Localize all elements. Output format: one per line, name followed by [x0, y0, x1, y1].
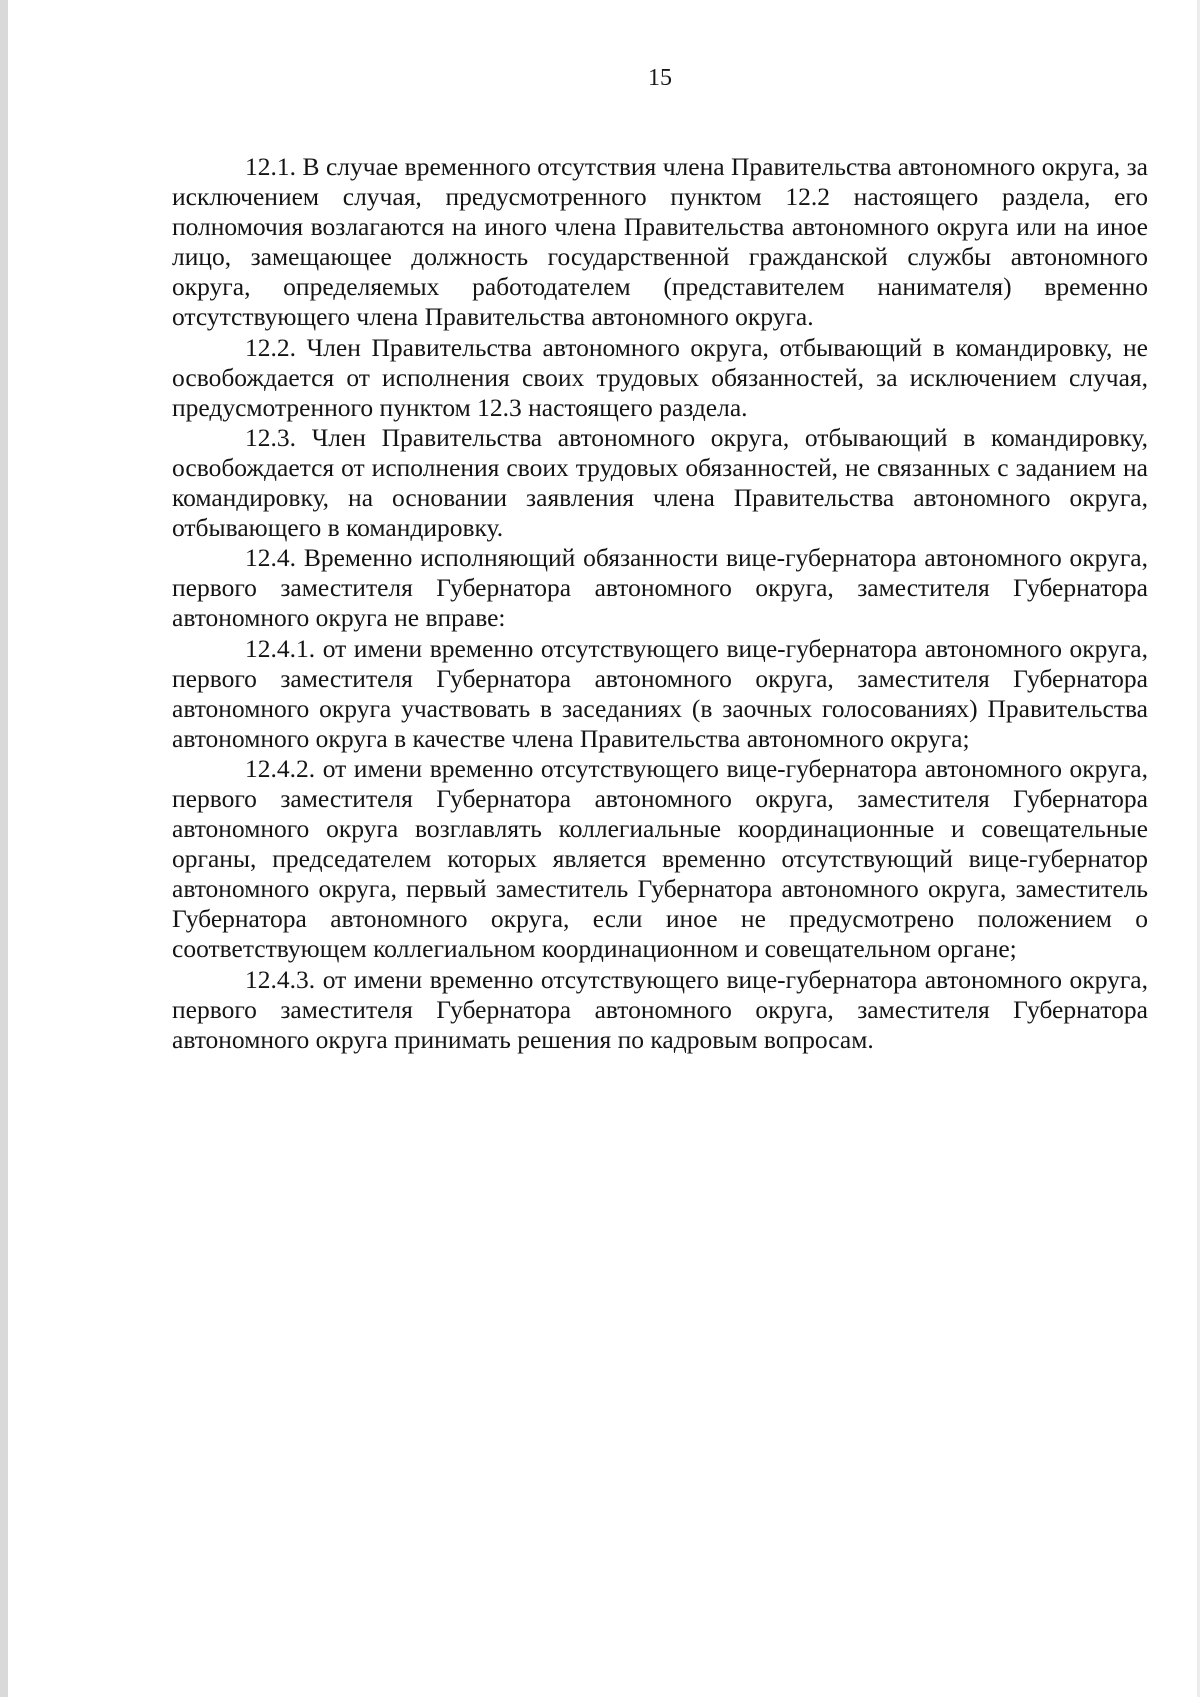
- paragraph-text: В случае временного отсутствия члена Правительства автономного округа, за исключением случая, предусмотренного пунктом 12.2 настоящего раздела, его полномочия возлагаются на иного члена Правительства автономного округа или на иное лицо, замещающее должность государственной гражданской службы автономного округа, определяемых работодателем (представителем нанимателя) временно отсутствующего члена Правительства автономного округа.: [172, 152, 1149, 332]
- paragraph-text: Член Правительства автономного округа, отбывающий в командировку, не освобождается от исполнения своих трудовых обязанностей, за исключением случая, предусмотренного пунктом 12.3 настоящего раздела.: [172, 332, 1148, 422]
- paragraph-text: Временно исполняющий обязанности вице-губернатора автономного округа, первого заместителя Губернатора автономного округа, заместителя Губернатора автономного округа не вправе:: [172, 543, 1148, 633]
- paragraph-number: 12.4.3.: [245, 964, 316, 994]
- paragraph-number: 12.4.2.: [245, 753, 316, 783]
- paragraph-text: Член Правительства автономного округа, отбывающий в командировку, освобождается от исполнения своих трудовых обязанностей, не связанных с заданием на командировку, на основании заявления члена Правительства автономного округа, отбывающего в командировку.: [172, 422, 1148, 543]
- paragraph-12-4-2: [172, 754, 1148, 965]
- paragraph-12-2: [172, 333, 1148, 423]
- paragraph-number: 12.4.1.: [245, 633, 316, 663]
- paragraph-number: 12.4.: [245, 543, 296, 573]
- page-number: 15: [648, 65, 672, 91]
- paragraph-number: 12.2.: [245, 332, 296, 362]
- paragraph-text: от имени временно отсутствующего вице-губернатора автономного округа, первого заместителя Губернатора автономного округа, заместителя Губернатора автономного округа принимать решения по кадровым вопросам.: [172, 964, 1149, 1054]
- document-body: [172, 152, 1148, 1055]
- paragraph-12-1: [172, 152, 1148, 333]
- paragraph-text: от имени временно отсутствующего вице-губернатора автономного округа, первого заместителя Губернатора автономного округа, заместителя Губернатора автономного округа участвовать в заседаниях (в заочных голосованиях) Правительства автономного округа в качестве члена Правительства автономного округа;: [172, 633, 1149, 753]
- paragraph-12-4-1: [172, 634, 1148, 754]
- paragraph-number: 12.3.: [245, 422, 296, 452]
- paragraph-12-4: [172, 543, 1148, 633]
- paragraph-12-3: [172, 423, 1148, 543]
- paragraph-number: 12.1.: [245, 152, 296, 181]
- paragraph-12-4-3: [172, 965, 1148, 1055]
- paragraph-text: от имени временно отсутствующего вице-губернатора автономного округа, первого заместителя Губернатора автономного округа, заместителя Губернатора автономного округа возглавлять коллегиальные координационные и совещательные органы, председателем которых является временно отсутствующий вице-губернатор автономного округа, первый заместитель Губернатора автономного округа, заместитель Губернатора автономного округа, если иное не предусмотрено положением о соответствующем коллегиальном координационном и совещательном органе;: [172, 753, 1149, 964]
